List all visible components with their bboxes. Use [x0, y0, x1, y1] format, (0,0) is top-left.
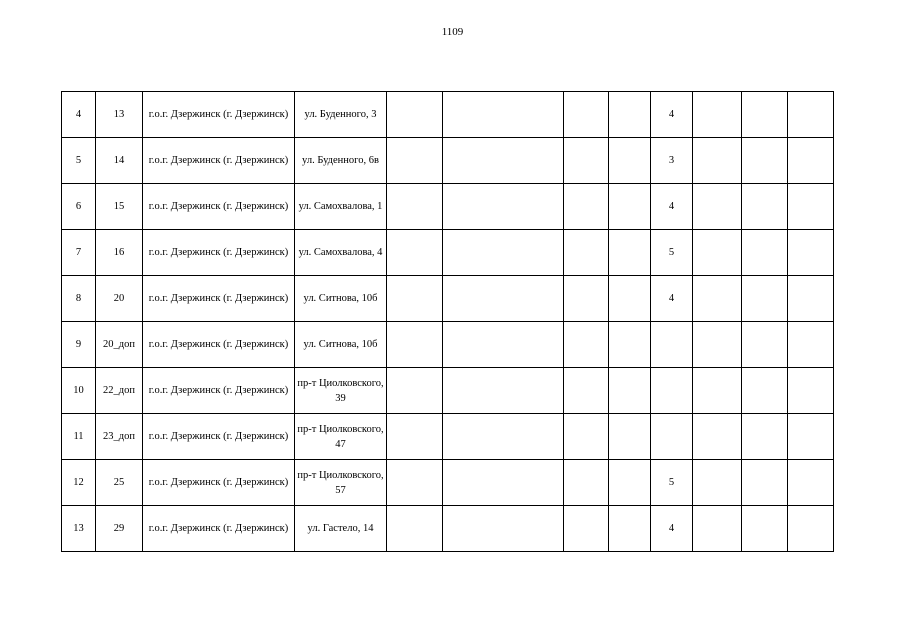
cell-address: пр-т Циолковского, 57: [295, 460, 387, 506]
cell-empty: [693, 184, 742, 230]
cell-empty: [742, 230, 788, 276]
cell-row-number: 6: [62, 184, 96, 230]
cell-municipality: г.о.г. Дзержинск (г. Дзержинск): [143, 414, 295, 460]
cell-empty: [788, 184, 834, 230]
cell-row-number: 7: [62, 230, 96, 276]
cell-address: ул. Ситнова, 10б: [295, 276, 387, 322]
data-table: [61, 91, 834, 552]
cell-empty: [742, 92, 788, 138]
cell-empty: [742, 184, 788, 230]
table-row: [62, 506, 834, 552]
cell-empty: [387, 322, 443, 368]
cell-empty: [788, 138, 834, 184]
cell-empty: [387, 184, 443, 230]
cell-empty: [742, 506, 788, 552]
cell-empty: [609, 184, 651, 230]
cell-address: пр-т Циолковского, 39: [295, 368, 387, 414]
cell-empty: [443, 92, 564, 138]
cell-municipality: г.о.г. Дзержинск (г. Дзержинск): [143, 368, 295, 414]
cell-empty: [443, 368, 564, 414]
cell-empty: [387, 368, 443, 414]
cell-address: ул. Ситнова, 10б: [295, 322, 387, 368]
cell-municipality: г.о.г. Дзержинск (г. Дзержинск): [143, 322, 295, 368]
cell-value: [651, 368, 693, 414]
cell-municipality: г.о.г. Дзержинск (г. Дзержинск): [143, 460, 295, 506]
cell-empty: [609, 322, 651, 368]
cell-empty: [693, 506, 742, 552]
cell-value: 4: [651, 506, 693, 552]
cell-empty: [443, 506, 564, 552]
cell-empty: [387, 276, 443, 322]
table-row: [62, 322, 834, 368]
table-row: [62, 368, 834, 414]
cell-empty: [443, 138, 564, 184]
cell-empty: [609, 368, 651, 414]
cell-empty: [443, 276, 564, 322]
cell-empty: [788, 368, 834, 414]
page-number: 1109: [441, 26, 464, 38]
cell-address: ул. Самохвалова, 4: [295, 230, 387, 276]
cell-empty: [609, 92, 651, 138]
cell-row-number: 10: [62, 368, 96, 414]
cell-address: ул. Гастело, 14: [295, 506, 387, 552]
cell-code: 14: [96, 138, 143, 184]
cell-address: ул. Буденного, 3: [295, 92, 387, 138]
cell-address: ул. Буденного, 6в: [295, 138, 387, 184]
cell-empty: [564, 184, 609, 230]
cell-empty: [387, 230, 443, 276]
cell-empty: [443, 184, 564, 230]
cell-code: 22_доп: [96, 368, 143, 414]
cell-empty: [742, 368, 788, 414]
cell-empty: [609, 506, 651, 552]
table-row: [62, 230, 834, 276]
cell-municipality: г.о.г. Дзержинск (г. Дзержинск): [143, 230, 295, 276]
cell-code: 13: [96, 92, 143, 138]
cell-empty: [788, 276, 834, 322]
cell-row-number: 5: [62, 138, 96, 184]
cell-empty: [693, 414, 742, 460]
cell-empty: [564, 368, 609, 414]
cell-empty: [609, 460, 651, 506]
cell-value: 4: [651, 92, 693, 138]
cell-value: 4: [651, 276, 693, 322]
cell-empty: [742, 276, 788, 322]
cell-empty: [387, 138, 443, 184]
cell-empty: [564, 92, 609, 138]
table-row: [62, 460, 834, 506]
cell-empty: [693, 230, 742, 276]
cell-row-number: 13: [62, 506, 96, 552]
cell-empty: [788, 506, 834, 552]
cell-municipality: г.о.г. Дзержинск (г. Дзержинск): [143, 276, 295, 322]
cell-empty: [693, 138, 742, 184]
cell-empty: [609, 276, 651, 322]
cell-code: 20: [96, 276, 143, 322]
cell-code: 20_доп: [96, 322, 143, 368]
table-row: [62, 414, 834, 460]
cell-empty: [788, 92, 834, 138]
cell-empty: [609, 230, 651, 276]
cell-empty: [609, 138, 651, 184]
cell-empty: [788, 322, 834, 368]
cell-empty: [693, 322, 742, 368]
cell-empty: [564, 506, 609, 552]
cell-empty: [693, 460, 742, 506]
cell-empty: [742, 414, 788, 460]
cell-empty: [564, 414, 609, 460]
table-row: [62, 276, 834, 322]
cell-row-number: 12: [62, 460, 96, 506]
cell-municipality: г.о.г. Дзержинск (г. Дзержинск): [143, 138, 295, 184]
cell-row-number: 8: [62, 276, 96, 322]
cell-value: 5: [651, 460, 693, 506]
table-row: [62, 184, 834, 230]
cell-empty: [742, 138, 788, 184]
cell-municipality: г.о.г. Дзержинск (г. Дзержинск): [143, 184, 295, 230]
cell-empty: [693, 276, 742, 322]
cell-empty: [387, 460, 443, 506]
cell-empty: [742, 322, 788, 368]
table-body: [62, 92, 834, 552]
cell-value: 4: [651, 184, 693, 230]
cell-code: 16: [96, 230, 143, 276]
cell-empty: [693, 368, 742, 414]
cell-empty: [443, 230, 564, 276]
cell-empty: [788, 230, 834, 276]
cell-empty: [564, 230, 609, 276]
cell-code: 15: [96, 184, 143, 230]
cell-address: пр-т Циолковского, 47: [295, 414, 387, 460]
cell-value: [651, 322, 693, 368]
cell-value: 3: [651, 138, 693, 184]
cell-empty: [443, 414, 564, 460]
cell-empty: [788, 460, 834, 506]
cell-empty: [693, 92, 742, 138]
cell-empty: [788, 414, 834, 460]
cell-row-number: 4: [62, 92, 96, 138]
cell-code: 23_доп: [96, 414, 143, 460]
cell-address: ул. Самохвалова, 1: [295, 184, 387, 230]
cell-empty: [742, 460, 788, 506]
cell-value: 5: [651, 230, 693, 276]
cell-code: 29: [96, 506, 143, 552]
cell-municipality: г.о.г. Дзержинск (г. Дзержинск): [143, 506, 295, 552]
cell-empty: [387, 414, 443, 460]
cell-code: 25: [96, 460, 143, 506]
cell-empty: [443, 460, 564, 506]
cell-empty: [564, 138, 609, 184]
cell-municipality: г.о.г. Дзержинск (г. Дзержинск): [143, 92, 295, 138]
table-row: [62, 92, 834, 138]
cell-empty: [564, 322, 609, 368]
cell-empty: [609, 414, 651, 460]
cell-row-number: 11: [62, 414, 96, 460]
cell-empty: [387, 92, 443, 138]
cell-row-number: 9: [62, 322, 96, 368]
table-row: [62, 138, 834, 184]
cell-empty: [387, 506, 443, 552]
cell-value: [651, 414, 693, 460]
cell-empty: [564, 276, 609, 322]
cell-empty: [443, 322, 564, 368]
cell-empty: [564, 460, 609, 506]
